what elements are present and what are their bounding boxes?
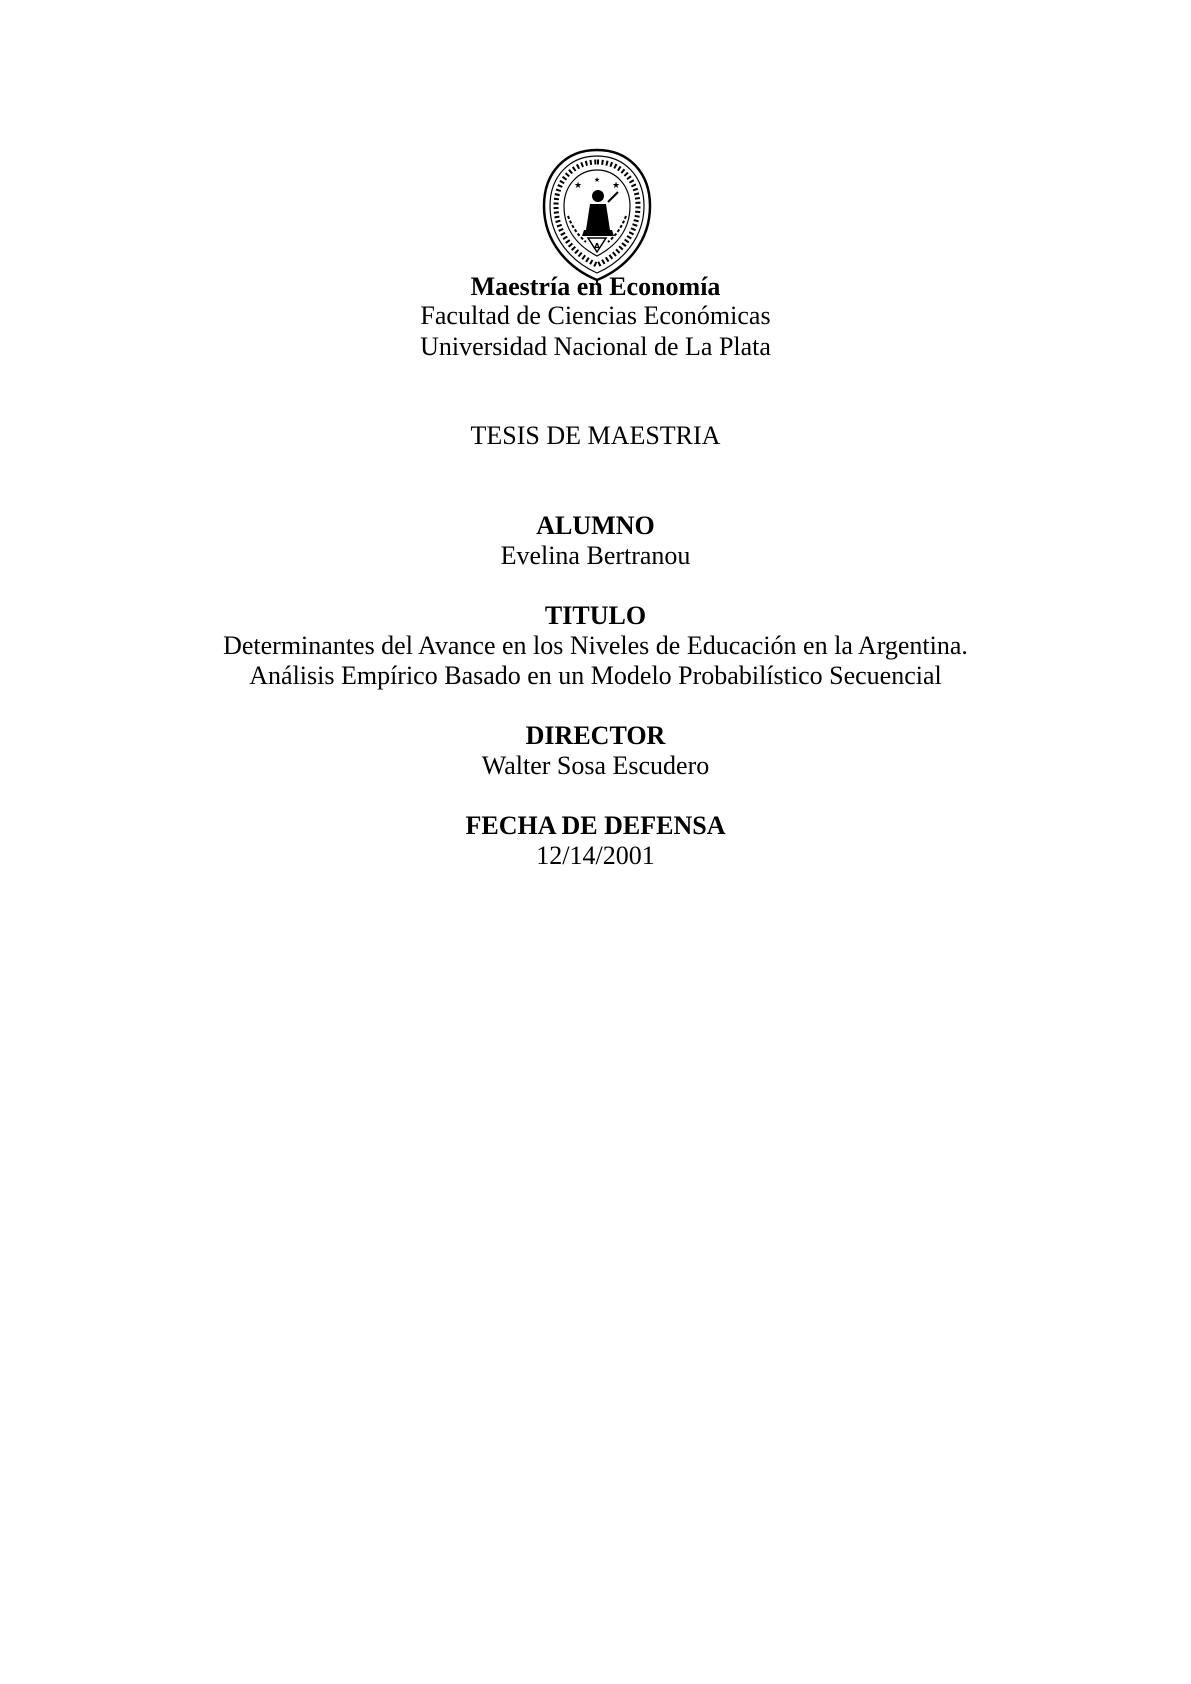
program-name: Maestría en Economía [470, 272, 721, 301]
svg-text:★: ★ [593, 176, 601, 184]
student-name: Evelina Bertranou [500, 541, 691, 570]
thesis-title-line-1: Determinantes del Avance en los Niveles de Educación en la Argentina. [223, 631, 968, 660]
director-name: Walter Sosa Escudero [481, 751, 710, 780]
svg-text:A: A [593, 242, 601, 251]
svg-text:★: ★ [573, 181, 583, 191]
defense-date-value: 12/14/2001 [536, 841, 655, 870]
title-label: TITULO [544, 601, 647, 630]
thesis-title-line-2: Análisis Empírico Basado en un Modelo Probabilístico Secuencial [249, 661, 942, 690]
defense-date-label: FECHA DE DEFENSA [465, 811, 726, 840]
university-name: Universidad Nacional de La Plata [420, 332, 771, 361]
document-type: TESIS DE MAESTRIA [470, 421, 721, 450]
student-label: ALUMNO [536, 511, 655, 540]
faculty-name: Facultad de Ciencias Económicas [420, 301, 771, 330]
university-seal-icon [540, 146, 654, 286]
director-label: DIRECTOR [525, 721, 666, 750]
svg-text:★: ★ [611, 181, 621, 191]
